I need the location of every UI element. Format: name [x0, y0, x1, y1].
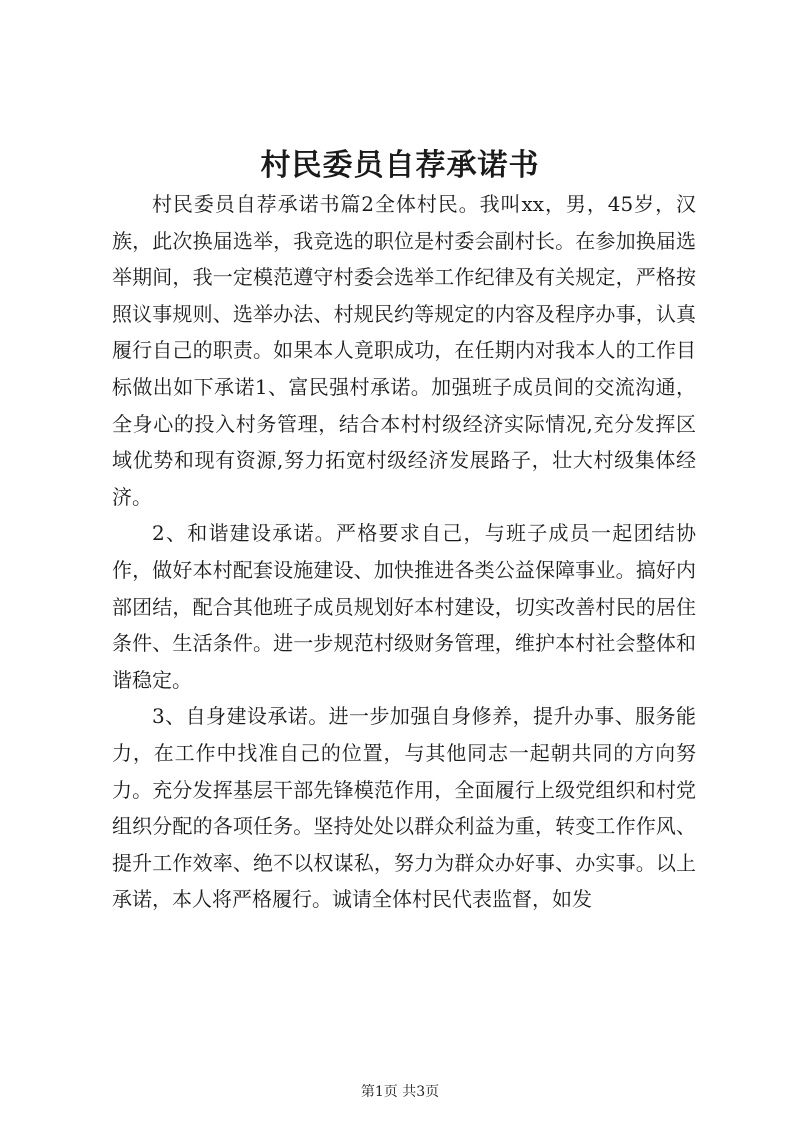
paragraph: 村民委员自荐承诺书篇2全体村民。我叫xx，男，45岁，汉族，此次换届选举，我竞选的职位是村委会副村长。在参加换届选举期间，我一定模范遵守村委会选举工作纪律及有关规定，严格按照议事规则、选举办法、村规民约等规定的内容及程序办事，认真履行自己的职责。如果本人竟职成功，在任期内对我本人的工作目标做出如下承诺1、富民强村承诺。加强班子成员间的交流沟通，全身心的投入村务管理，结合本村村级经济实际情况,充分发挥区域优势和现有资源,努力拓宽村级经济发展路子，壮大村级集体经济。: [112, 192, 696, 509]
page-number-footer: 第1页 共3页: [360, 1084, 440, 1100]
paragraph: 3、自身建设承诺。进一步加强自身修养，提升办事、服务能力，在工作中找准自己的位置，与其他同志一起朝共同的方向努力。充分发挥基层干部先锋模范作用，全面履行上级党组织和村党组织分配的各项任务。坚持处处以群众利益为重，转变工作作风、提升工作效率、绝不以权谋私，努力为群众办好事、办实事。以上承诺，本人将严格履行。诚请全体村民代表监督，如发: [112, 704, 696, 912]
document-title: 村民委员自荐承诺书: [260, 148, 540, 183]
document-body: [112, 186, 696, 918]
paragraph: 2、和谐建设承诺。严格要求自己，与班子成员一起团结协作，做好本村配套设施建设、加快推进各类公益保障事业。搞好内部团结，配合其他班子成员规划好本村建设，切实改善村民的居住条件、生活条件。进一步规范村级财务管理，维护本村社会整体和谐稳定。: [112, 521, 696, 692]
